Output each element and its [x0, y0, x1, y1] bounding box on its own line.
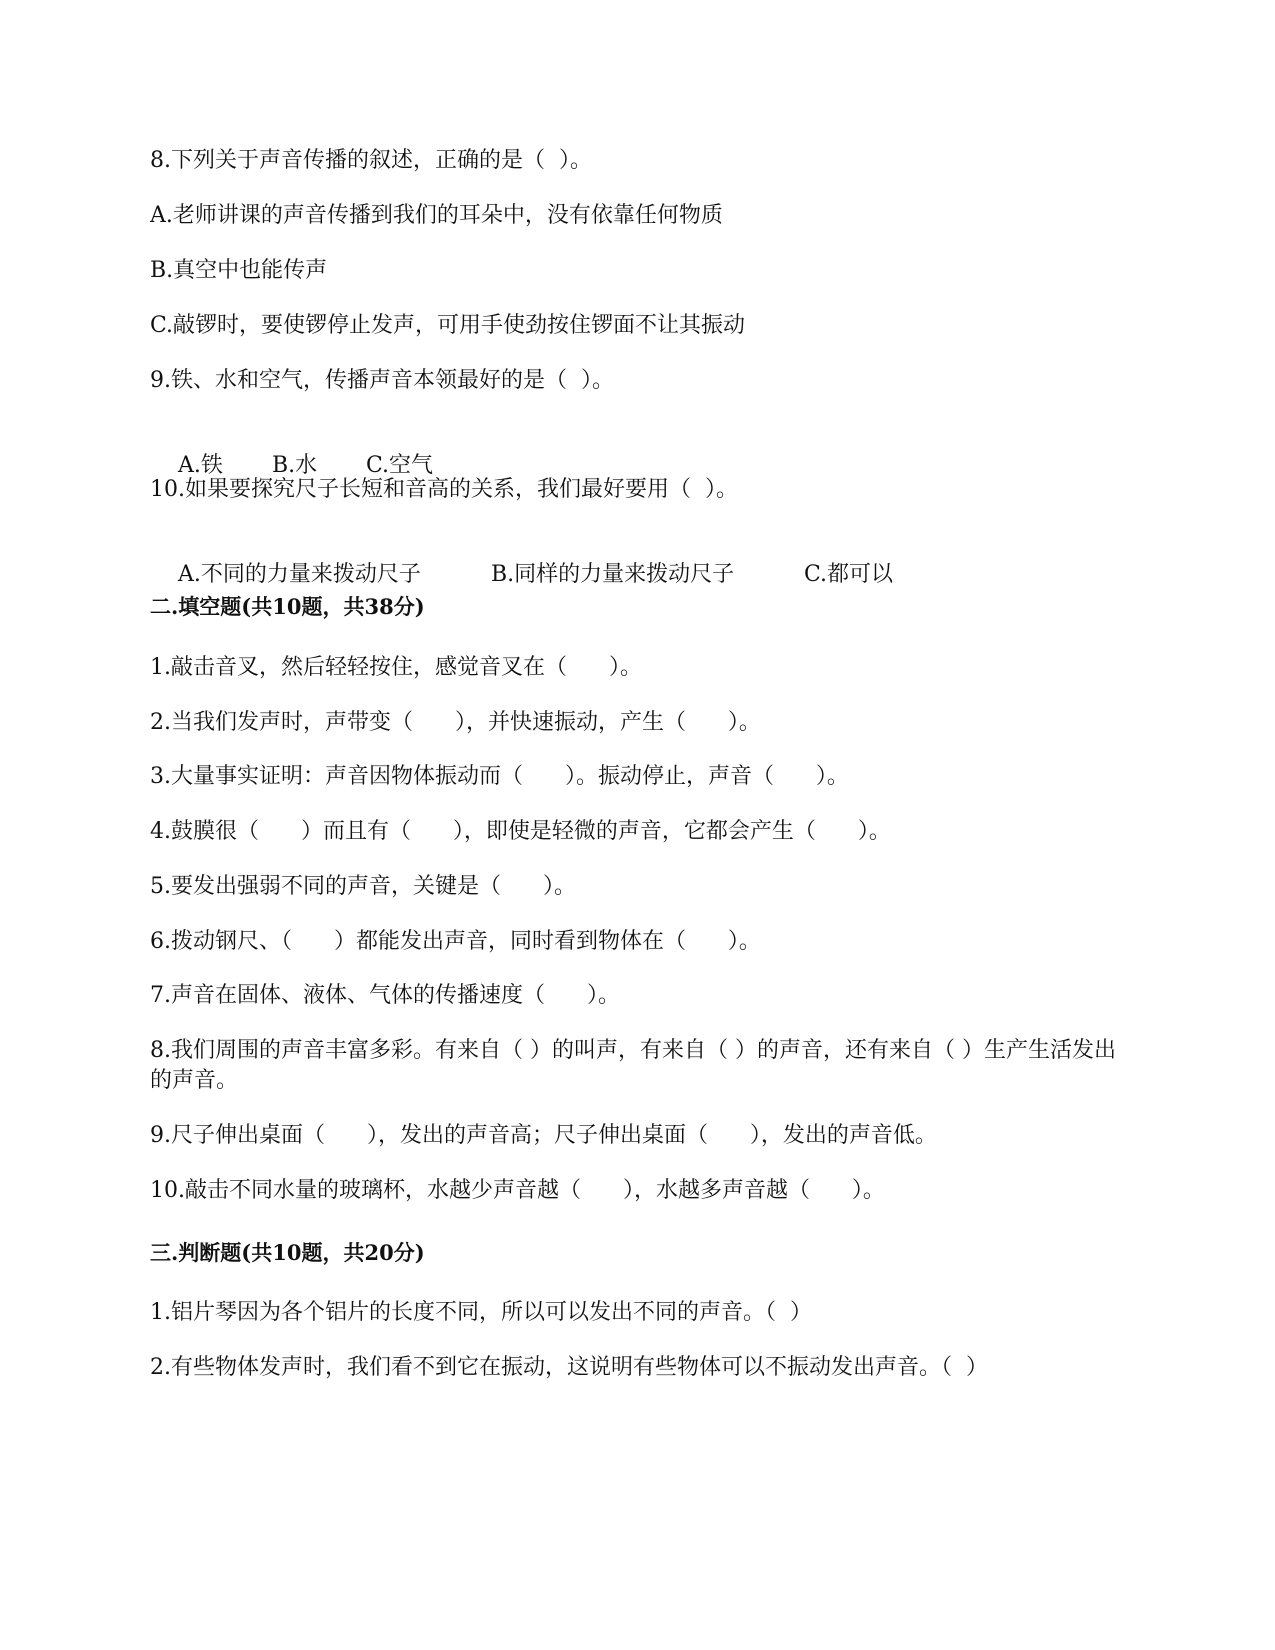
choice-question-10-stem: 10.如果要探究尺子长短和音高的关系，我们最好要用（ ）。 — [150, 477, 738, 502]
fill-question-1: 1.敲击音叉，然后轻轻按住，感觉音叉在（ ）。 — [150, 655, 642, 680]
fill-question-2: 2.当我们发声时，声带变（ ），并快速振动，产生（ ）。 — [150, 710, 761, 735]
choice-question-8-option-b: B.真空中也能传声 — [150, 258, 328, 283]
section-heading-true-false: 三.判断题(共10题，共20分) — [150, 1240, 425, 1265]
choice-question-8-option-a: A.老师讲课的声音传播到我们的耳朵中，没有依靠任何物质 — [150, 203, 723, 228]
choice-question-9-stem: 9.铁、水和空气，传播声音本领最好的是（ ）。 — [150, 368, 614, 393]
fill-question-6: 6.拨动钢尺、（ ）都能发出声音，同时看到物体在（ ）。 — [150, 929, 761, 954]
fill-question-3: 3.大量事实证明：声音因物体振动而（ ）。振动停止，声音（ ）。 — [150, 764, 849, 789]
judge-question-2: 2.有些物体发声时，我们看不到它在振动，这说明有些物体可以不振动发出声音。（ ） — [150, 1355, 988, 1380]
choice-question-10-option-a: A.不同的力量来拨动尺子 — [177, 562, 421, 587]
fill-question-5: 5.要发出强弱不同的声音，关键是（ ）。 — [150, 874, 576, 899]
choice-question-10-option-b: B.同样的力量来拨动尺子 — [490, 562, 735, 587]
fill-question-10: 10.敲击不同水量的玻璃杯，水越少声音越（ ），水越多声音越（ ）。 — [150, 1178, 885, 1203]
choice-question-8-stem: 8.下列关于声音传播的叙述，正确的是（ ）。 — [150, 148, 592, 173]
choice-question-9-option-b: B.水 — [271, 453, 318, 478]
choice-question-8-option-c: C.敲锣时，要使锣停止发声，可用手使劲按住锣面不让其振动 — [150, 313, 746, 338]
judge-question-1: 1.铝片琴因为各个铝片的长度不同，所以可以发出不同的声音。（ ） — [150, 1300, 812, 1325]
choice-question-9-option-c: C.空气 — [365, 453, 434, 478]
choice-question-10-option-c: C.都可以 — [803, 562, 894, 587]
fill-question-7: 7.声音在固体、液体、气体的传播速度（ ）。 — [150, 983, 620, 1008]
fill-question-4: 4.鼓膜很（ ）而且有（ ），即使是轻微的声音，它都会产生（ ）。 — [150, 819, 891, 844]
fill-question-9: 9.尺子伸出桌面（ ），发出的声音高；尺子伸出桌面（ ），发出的声音低。 — [150, 1123, 937, 1148]
choice-question-9-option-a: A.铁 — [177, 453, 223, 478]
fill-question-8: 8.我们周围的声音丰富多彩。有来自（ ）的叫声，有来自（ ）的声音，还有来自（ ）生产生活发出的声音。 — [150, 1038, 1116, 1093]
section-heading-fill-in: 二.填空题(共10题，共38分) — [150, 594, 425, 619]
